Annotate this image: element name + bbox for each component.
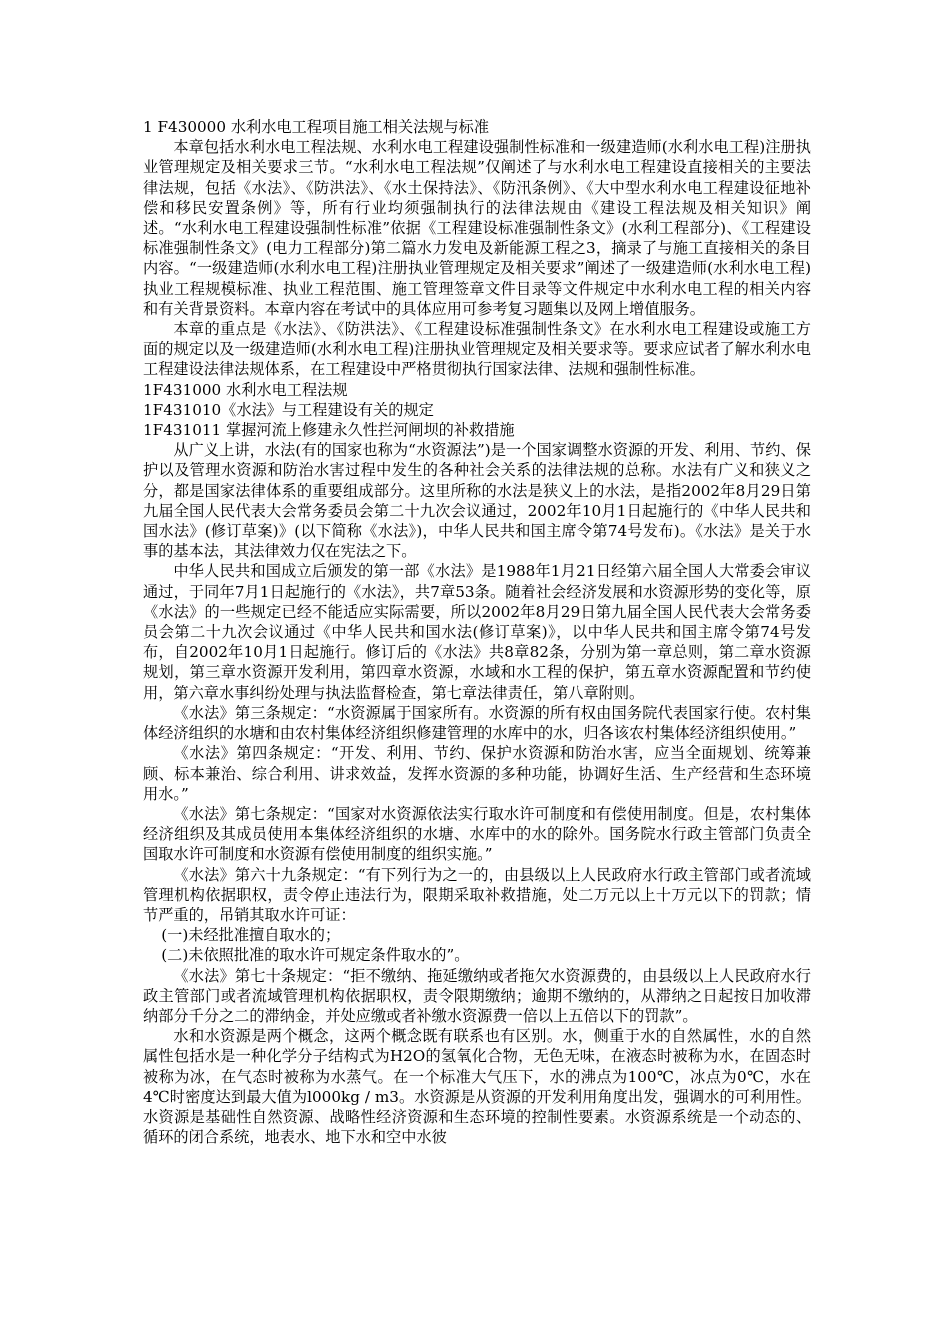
section-heading: 1F431010《水法》与工程建设有关的规定 [143,400,434,419]
paragraph: 本章包括水利水电工程法规、水利水电工程建设强制性标准和一级建造师(水利水电工程)注册执业管理规定及相关要求三节。“水利水电工程法规”仅阐述了与水利水电工程建设直接相关的主要法律法规，包括《水法》、《防洪法》、《水土保持法》、《防汛条例》、《大中型水利水电工程建设征地补偿和移民安置条例》等，所有行业均须强制执行的法律法规由《建设工程法规及相关知识》阐述。“水利水电工程建设强制性标准”依据《工程建设标准强制性条文》(水利工程部分)、《工程建设标准强制性条文》(电力工程部分)第二篇水力发电及新能源工程之3，摘录了与施工直接相关的条目内容。“一级建造师(水利水电工程)注册执业管理规定及相关要求”阐述了一级建造师(水利水电工程)执业工程规模标准、执业工程范围、施工管理签章文件目录等文件规定中水利水电工程的相关内容和有关背景资料。本章内容在考试中的具体应用可参考复习题集以及网上增值服务。 [143,138,811,318]
section-heading: 1F431000 水利水电工程法规 [143,380,348,399]
paragraph: 《水法》第四条规定：“开发、利用、节约、保护水资源和防治水害，应当全面规划、统筹兼顾、标本兼治、综合利用、讲求效益，发挥水资源的多种功能，协调好生活、生产经营和生态环境用水。” [143,744,811,803]
section-heading: 1F431011 掌握河流上修建永久性拦河闸坝的补救措施 [143,421,515,440]
paragraph: 《水法》第七十条规定：“拒不缴纳、拖延缴纳或者拖欠水资源费的，由县级以上人民政府水行政主管部门或者流域管理机构依据职权，责令限期缴纳；逾期不缴纳的，从滞纳之日起按日加收滞纳部分千分之二的滞纳金，并处应缴或者补缴水资源费一倍以上五倍以下的罚款”。 [143,966,811,1025]
paragraph: 《水法》第三条规定：“水资源属于国家所有。水资源的所有权由国务院代表国家行使。农村集体经济组织的水塘和由农村集体经济组织修建管理的水库中的水，归各该农村集体经济组织使用。” [143,703,811,743]
paragraph: 水和水资源是两个概念，这两个概念既有联系也有区别。水，侧重于水的自然属性，水的自然属性包括水是一种化学分子结构式为H2O的氢氧化合物，无色无味，在液态时被称为水，在固态时被称为冰，在气态时被称为水蒸气。在一个标准大气压下，水的沸点为100℃，冰点为0℃，水在4℃时密度达到最大值为l000kg / m3。水资源是从资源的开发利用角度出发，强调水的可利用性。水资源是基础性自然资源、战略性经济资源和生态环境的控制性要素。水资源系统是一个动态的、循环的闭合系统，地表水、地下水和空中水彼 [143,1027,811,1147]
paragraph: 中华人民共和国成立后颁发的第一部《水法》是1988年1月21日经第六届全国人大常委会审议通过，于同年7月1日起施行的《水法》，共7章53条。随着社会经济发展和水资源形势的变化等，原《水法》的一些规定已经不能适应实际需要，所以2002年8月29日第九届全国人民代表大会常务委员会第二十九次会议通过《中华人民共和国水法(修订草案)》，以中华人民共和国主席令第74号发布，自2002年10月1日起施行。修订后的《水法》共8章82条，分别为第一章总则，第二章水资源规划，第三章水资源开发利用，第四章水资源，水域和水工程的保护，第五章水资源配置和节约使用，第六章水事纠纷处理与执法监督检查，第七章法律责任，第八章附则。 [143,562,811,702]
chapter-title: 1 F430000 水利水电工程项目施工相关法规与标准 [143,118,490,136]
paragraph: 《水法》第七条规定：“国家对水资源依法实行取水许可制度和有偿使用制度。但是，农村集体经济组织及其成员使用本集体经济组织的水塘、水库中的水的除外。国务院水行政主管部门负责全国取水许可制度和水资源有偿使用制度的组织实施。” [143,804,811,864]
paragraph: 从广义上讲，水法(有的国家也称为“水资源法”)是一个国家调整水资源的开发、利用、节约、保护以及管理水资源和防治水害过程中发生的各种社会关系的法律法规的总称。水法有广义和狭义之分，都是国家法律体系的重要组成部分。这里所称的水法是狭义上的水法，是指2002年8月29日第九届全国人民代表大会常务委员会第二十九次会议通过，2002年10月1日起施行的《中华人民共和国水法》(修订草案)》(以下简称《水法》)，中华人民共和国主席令第74号发布)。《水法》是关于水事的基本法，其法律效力仅在宪法之下。 [143,441,811,561]
paragraph: (一)未经批准擅自取水的； [161,926,341,945]
paragraph: (二)未依照批准的取水许可规定条件取水的”。 [161,946,470,965]
document-body [143,137,811,1147]
document-page [143,117,811,1147]
paragraph: 本章的重点是《水法》、《防洪法》、《工程建设标准强制性条文》在水利水电工程建设或施工方面的规定以及一级建造师(水利水电工程)注册执业管理规定及相关要求等。要求应试者了解水利水电工程建设法律法规体系，在工程建设中严格贯彻执行国家法律、法规和强制性标准。 [143,320,811,379]
paragraph: 《水法》第六十九条规定：“有下列行为之一的，由县级以上人民政府水行政主管部门或者流域管理机构依据职权，责令停止违法行为，限期采取补救措施，处二万元以上十万元以下的罚款；情节严重的，吊销其取水许可证： [143,865,811,924]
